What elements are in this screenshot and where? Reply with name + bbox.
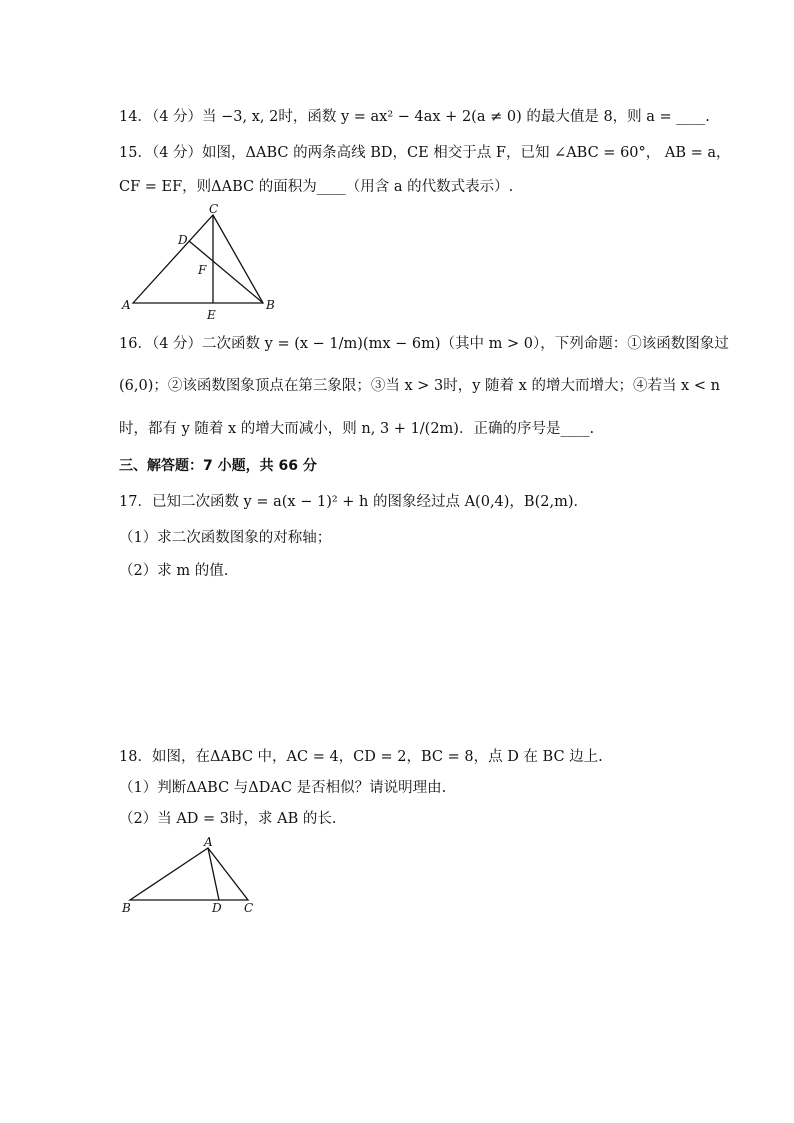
q15-triangle-figure [118, 203, 288, 323]
q18-part2: （2）当 AD = 3时，求 AB 的长. [119, 811, 337, 827]
q18-part1: （1）判断ΔABC 与ΔDAC 是否相似？请说明理由. [119, 780, 447, 796]
q17-part1: （1）求二次函数图象的对称轴； [119, 530, 332, 546]
label-e: E [207, 308, 216, 322]
q17-part2: （2）求 m 的值. [119, 563, 229, 579]
q16-line2: (6,0)；②该函数图象顶点在第三象限；③当 x > 3时，y 随着 x 的增大而增大；④若当 x < n [119, 378, 720, 394]
label-d: D [212, 901, 222, 915]
triangle-abc [133, 215, 263, 303]
label-d: D [178, 233, 188, 247]
q15-line2: CF = EF，则ΔABC 的面积为____（用含 a 的代数式表示）. [119, 179, 514, 195]
label-c: C [244, 901, 254, 915]
q17-line1: 17．已知二次函数 y = a(x − 1)² + h 的图象经过点 A(0,4)，B(2,m)． [119, 494, 588, 510]
triangle-abc [130, 848, 248, 900]
label-b: B [266, 298, 275, 312]
q16-line1: 16．（4 分）二次函数 y = (x − 1/m)(mx − 6m)（其中 m > 0），下列命题：①该函数图象过 [119, 336, 729, 352]
q18-triangle-figure [118, 836, 268, 921]
q14-line1: 14．（4 分）当 −3, x, 2时，函数 y = ax² − 4ax + 2(a ≠ 0) 的最大值是 8，则 a = ____. [119, 109, 710, 125]
section3-heading: 三、解答题：7 小题，共 66 分 [119, 458, 317, 474]
label-a: A [204, 835, 213, 849]
label-b: B [122, 901, 131, 915]
label-f: F [198, 263, 207, 277]
q15-line1: 15．（4 分）如图，ΔABC 的两条高线 BD，CE 相交于点 F，已知 ∠ABC = 60°， AB = a， [119, 145, 731, 161]
q18-line1: 18．如图，在ΔABC 中，AC = 4，CD = 2，BC = 8，点 D 在 BC 边上. [119, 749, 603, 765]
label-a: A [122, 298, 131, 312]
label-c: C [209, 202, 219, 216]
q16-line3: 时，都有 y 随着 x 的增大而减小，则 n, 3 + 1/(2m)．正确的序号是____. [119, 421, 595, 437]
